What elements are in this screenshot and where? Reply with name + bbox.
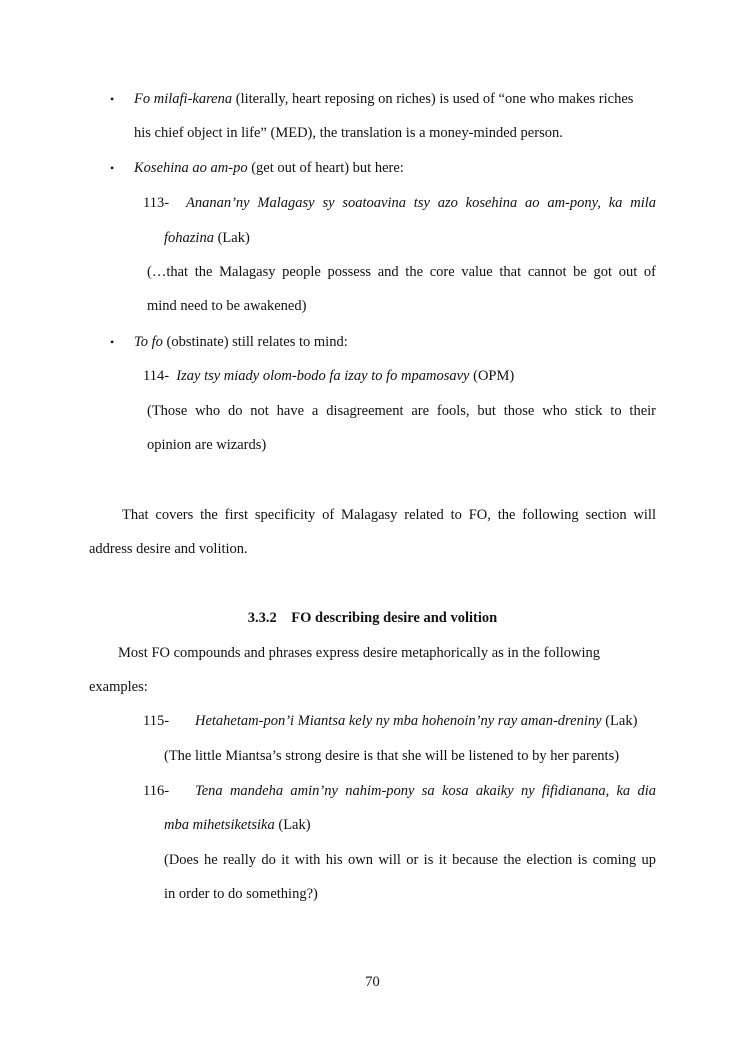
example-114-translation-2: opinion are wizards) (147, 437, 267, 453)
example-115-translation: (The little Miantsa’s strong desire is that she will be listened to by her parents) (164, 748, 620, 764)
bullet-2-term: Kosehina ao am-po (134, 160, 248, 176)
example-115-number: 115- (143, 713, 170, 729)
example-113-line-2: fohazina (Lak) (164, 230, 250, 246)
bullet-3-term: To fo (134, 334, 163, 350)
bullet-marker: • (110, 161, 115, 175)
paragraph-1-line-2: address desire and volition. (89, 541, 248, 557)
bullet-3-text: (obstinate) still relates to mind: (162, 334, 348, 350)
example-116-translation-2: in order to do something?) (164, 886, 318, 902)
bullet-marker: • (110, 92, 115, 106)
example-115-line: Hetahetam-pon’i Miantsa kely ny mba hohenoin’ny ray aman-dreniny (Lak) (195, 713, 638, 729)
section-title: FO describing desire and volition (291, 610, 498, 626)
bullet-3-line (134, 332, 348, 352)
bullet-1-term: Fo milafi-karena (134, 91, 233, 107)
bullet-2-line (134, 158, 404, 178)
bullet-marker: • (110, 335, 115, 349)
bullet-1-line-1 (134, 89, 633, 109)
paragraph-2-line-2: examples: (89, 679, 148, 695)
section-number: 3.3.2 (247, 610, 277, 626)
example-114-number: 114- (143, 368, 170, 384)
example-116-translation-1: (Does he really do it with his own will or is it because the election is coming up (164, 852, 656, 868)
example-113-number: 113- (143, 195, 170, 211)
paragraph-2-line-1: Most FO compounds and phrases express desire metaphorically as in the following (118, 645, 601, 661)
example-116-number: 116- (143, 783, 170, 799)
example-113-translation-2: mind need to be awakened) (147, 298, 307, 314)
bullet-1-line-2: his chief object in life” (MED), the translation is a money-minded person. (134, 125, 563, 141)
bullet-1-text: (literally, heart reposing on riches) is used of “one who makes riches (232, 91, 634, 107)
page-number: 70 (365, 974, 380, 990)
example-114-translation-1: (Those who do not have a disagreement are fools, but those who stick to their (147, 403, 656, 419)
example-113-translation-1: (…that the Malagasy people possess and the core value that cannot be got out of (147, 264, 656, 280)
example-114-line: 114- Izay tsy miady olom-bodo fa izay to fo mpamosavy (OPM) (143, 368, 515, 384)
example-113-line-1: Ananan’ny Malagasy sy soatoavina tsy azo kosehina ao am-pony, ka mila (186, 195, 656, 211)
section-heading (0, 608, 745, 628)
example-116-line-1: Tena mandeha amin’ny nahim-pony sa kosa akaiky ny fifidianana, ka dia (195, 783, 656, 799)
paragraph-1-line-1: That covers the first specificity of Malagasy related to FO, the following section will (122, 507, 656, 523)
example-116-line-2: mba mihetsiketsika (Lak) (164, 817, 311, 833)
bullet-2-text: (get out of heart) but here: (247, 160, 404, 176)
